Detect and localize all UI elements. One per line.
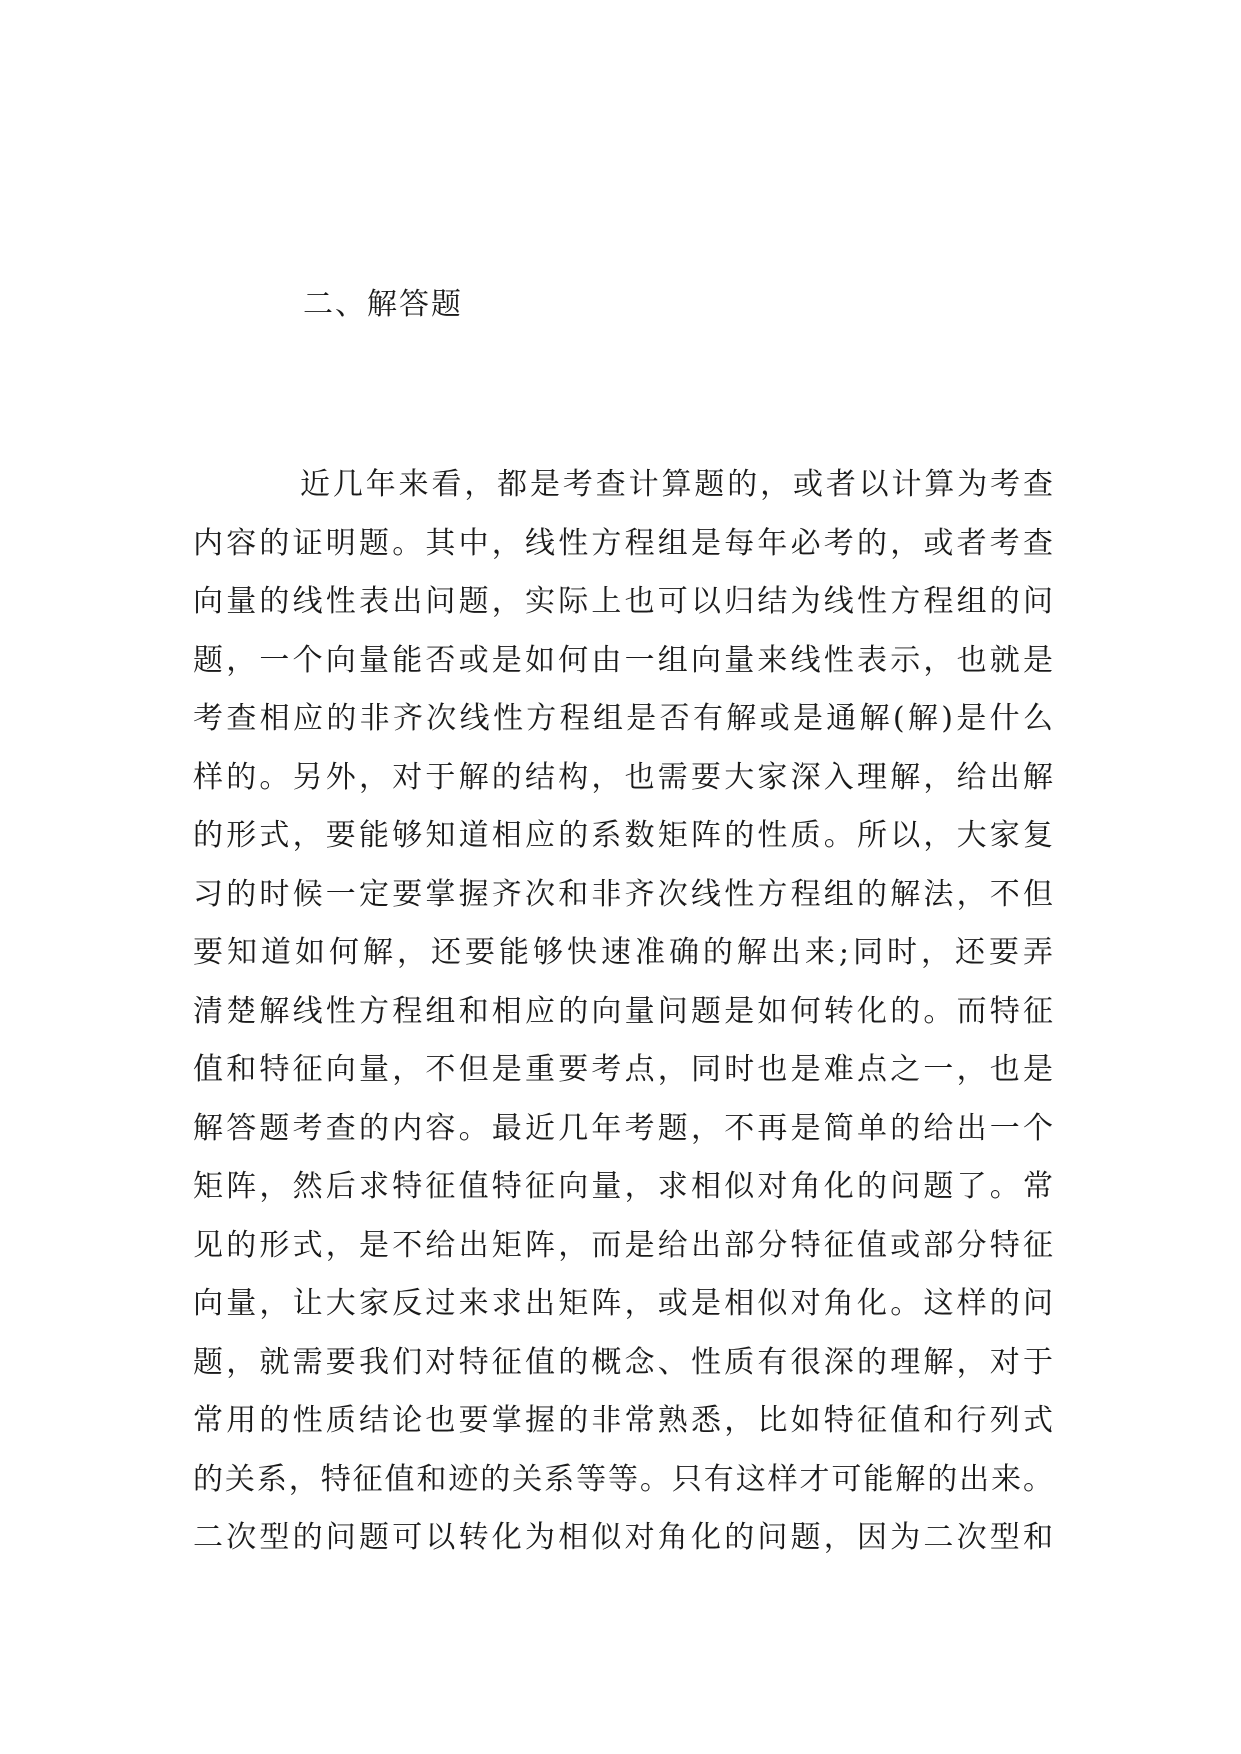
- paragraph-line: 习的时候一定要掌握齐次和非齐次线性方程组的解法，不但: [193, 876, 1053, 912]
- paragraph-line: 题，就需要我们对特征值的概念、性质有很深的理解，对于: [193, 1344, 1053, 1380]
- paragraph-line: 要知道如何解，还要能够快速准确的解出来;同时，还要弄: [193, 935, 1053, 970]
- paragraph-line: 向量，让大家反过来求出矩阵，或是相似对角化。这样的问: [193, 1286, 1053, 1321]
- paragraph-line: 的关系，特征值和迹的关系等等。只有这样才可能解的出来。: [193, 1461, 1053, 1497]
- section-heading: 二、解答题: [303, 287, 463, 322]
- paragraph-line: 近几年来看，都是考查计算题的，或者以计算为考查: [300, 467, 1053, 502]
- paragraph-line: 考查相应的非齐次线性方程组是否有解或是通解(解)是什么: [193, 701, 1053, 736]
- paragraph-line: 题，一个向量能否或是如何由一组向量来线性表示，也就是: [193, 642, 1053, 678]
- paragraph-line: 二次型的问题可以转化为相似对角化的问题，因为二次型和: [193, 1520, 1053, 1555]
- paragraph-line: 值和特征向量，不但是重要考点，同时也是难点之一，也是: [193, 1052, 1053, 1087]
- paragraph-line: 常用的性质结论也要掌握的非常熟悉，比如特征值和行列式: [193, 1403, 1053, 1438]
- paragraph-line: 解答题考查的内容。最近几年考题，不再是简单的给出一个: [193, 1110, 1053, 1146]
- paragraph-line: 内容的证明题。其中，线性方程组是每年必考的，或者考查: [193, 525, 1053, 561]
- paragraph-line: 的形式，要能够知道相应的系数矩阵的性质。所以，大家复: [193, 818, 1053, 853]
- body-paragraph: [193, 456, 1053, 1568]
- paragraph-line: 向量的线性表出问题，实际上也可以归结为线性方程组的问: [193, 584, 1053, 619]
- paragraph-line: 清楚解线性方程组和相应的向量问题是如何转化的。而特征: [193, 993, 1053, 1029]
- paragraph-line: 见的形式，是不给出矩阵，而是给出部分特征值或部分特征: [193, 1227, 1053, 1263]
- paragraph-line: 样的。另外，对于解的结构，也需要大家深入理解，给出解: [193, 759, 1053, 795]
- paragraph-line: 矩阵，然后求特征值特征向量，求相似对角化的问题了。常: [193, 1169, 1053, 1204]
